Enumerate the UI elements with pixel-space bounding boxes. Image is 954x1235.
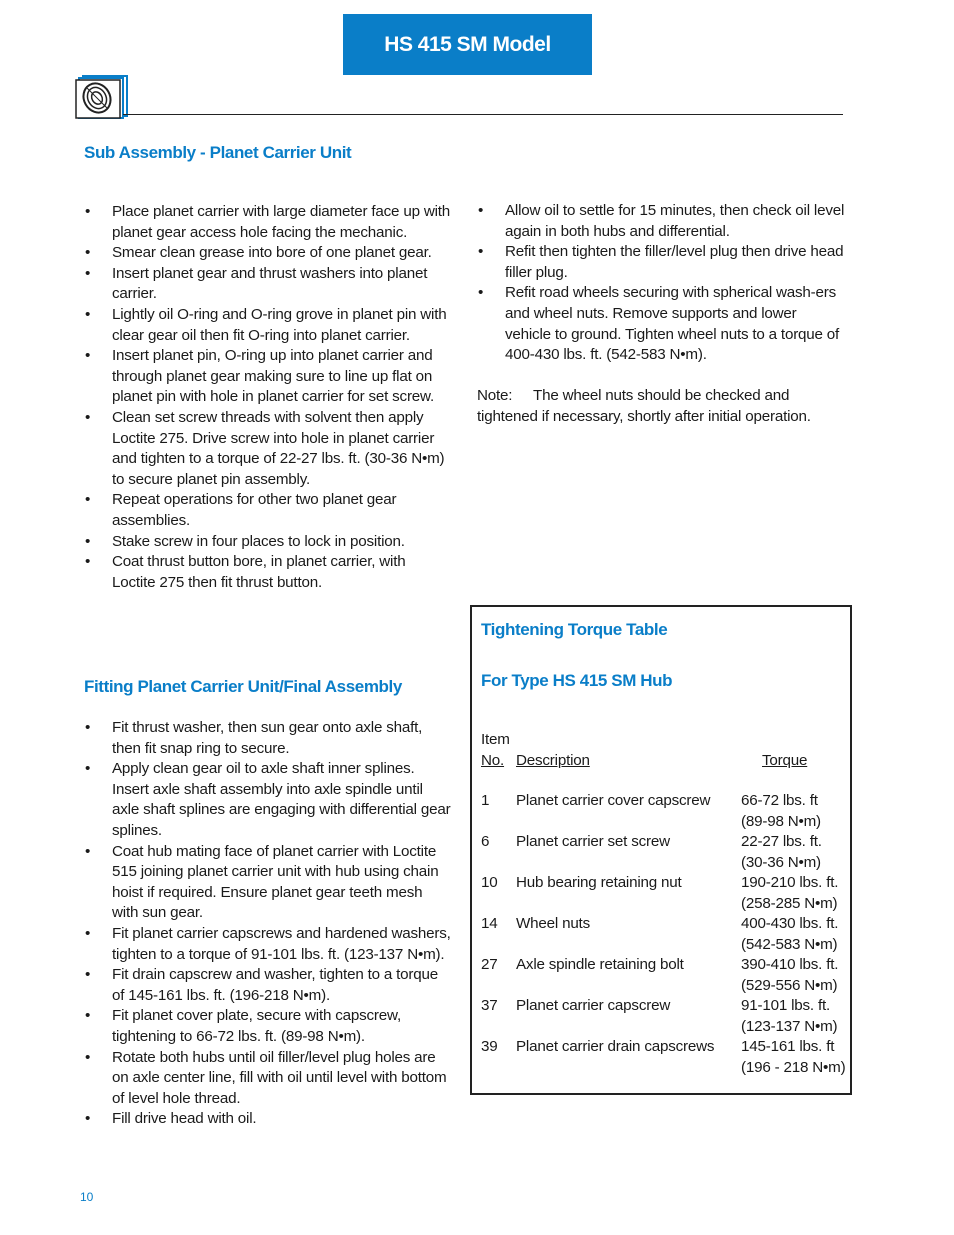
row-item-no: 39 [481,1038,498,1055]
row-torque-imperial: 91-101 lbs. ft. [741,997,831,1014]
row-torque-metric: (30-36 N•m) [741,853,821,871]
row-description: Hub bearing retaining nut [516,874,682,891]
col-no-header: No. [481,752,505,769]
section2-item: • Fill drive head with oil. [84,1109,452,1130]
row-torque [741,996,853,1037]
row-torque-imperial: 22-27 lbs. ft. [741,833,822,850]
section3-item: • Refit then tighten the filler/level plug then drive head filler plug. [477,242,845,283]
section2-item: • Fit drain capscrew and washer, tighten to a torque of 145-161 lbs. ft. (196-218 N•m). [84,965,452,1006]
row-description: Planet carrier cover capscrew [516,792,711,809]
row-torque-imperial: 190-210 lbs. ft. [741,874,839,891]
col-description-header: Description [516,752,590,769]
row-torque-imperial: 66-72 lbs. ft [741,792,818,809]
col-item-label: Item [481,731,510,748]
section-title-sub-assembly: Sub Assembly - Planet Carrier Unit [84,143,352,162]
final-assembly-steps-continued [477,201,845,366]
section3-item: • Allow oil to settle for 15 minutes, then check oil level again in both hubs and differential. [477,201,845,242]
section2-item: • Coat hub mating face of planet carrier with Loctite 515 joining planet carrier unit with hub using chain hoist if required. Ensure planet gear teeth mesh with sun gear. [84,842,452,924]
table-row [481,832,853,873]
torque-table [470,605,852,1095]
row-description: Wheel nuts [516,915,590,932]
final-assembly-steps [84,718,452,1130]
col-torque-header: Torque [762,752,808,769]
section2-item: • Rotate both hubs until oil filler/level plug holes are on axle center line, fill with oil until level with bottom of level hole thread. [84,1048,452,1110]
row-torque [741,791,853,832]
section1-item: • Smear clean grease into bore of one planet gear. [84,243,452,264]
row-torque-imperial: 145-161 lbs. ft [741,1038,835,1055]
row-torque [741,873,853,914]
section-title-final-assembly: Fitting Planet Carrier Unit/Final Assembly [84,677,402,696]
row-item-no: 6 [481,833,490,850]
model-banner: HS 415 SM Model [343,14,592,75]
row-item-no: 1 [481,792,490,809]
section1-item: • Stake screw in four places to lock in position. [84,532,452,553]
row-description: Axle spindle retaining bolt [516,956,684,973]
note-label: Note: [477,387,513,404]
note [477,386,842,427]
section3-item: • Refit road wheels securing with spherical wash-ers and wheel nuts. Remove supports and lower vehicle to ground. Tighten wheel nuts to a torque of 400-430 lbs. ft. (542-583 N•m). [477,283,845,365]
row-torque-metric: (542-583 N•m) [741,935,838,953]
torque-table-subtitle: For Type HS 415 SM Hub [481,671,673,690]
row-torque-metric: (258-285 N•m) [741,894,838,912]
section1-item: • Repeat operations for other two planet gear assemblies. [84,490,452,531]
row-torque-metric: (529-556 N•m) [741,976,838,994]
section1-item: • Place planet carrier with large diameter face up with planet gear access hole facing the mechanic. [84,202,452,243]
torque-table-title: Tightening Torque Table [481,620,668,639]
row-item-no: 14 [481,915,498,932]
section2-item: • Fit thrust washer, then sun gear onto axle shaft, then fit snap ring to secure. [84,718,452,759]
row-item-no: 37 [481,997,498,1014]
row-item-no: 27 [481,956,498,973]
table-row [481,996,853,1037]
table-row [481,955,853,996]
section1-item: • Clean set screw threads with solvent then apply Loctite 275. Drive screw into hole in planet carrier and tighten to a torque of 22-27 lbs. ft. (30-36 N•m) to secure planet pin assembly. [84,408,452,490]
row-torque [741,914,853,955]
row-torque [741,955,853,996]
section2-item: • Apply clean gear oil to axle shaft inner splines. Insert axle shaft assembly into axle spindle until axle shaft splines are engaging with differential gear splines. [84,759,452,841]
section1-item: • Lightly oil O-ring and O-ring grove in planet pin with clear gear oil then fit O-ring into planet carrier. [84,305,452,346]
row-torque-metric: (196 - 218 N•m) [741,1058,846,1076]
section2-item: • Fit planet carrier capscrews and hardened washers, tighten to a torque of 91-101 lbs. ft. (123-137 N•m). [84,924,452,965]
table-row [481,873,853,914]
row-item-no: 10 [481,874,498,891]
torque-table-rows [481,791,853,1078]
section1-item: • Insert planet gear and thrust washers into planet carrier. [84,264,452,305]
row-description: Planet carrier set screw [516,833,670,850]
row-torque-metric: (89-98 N•m) [741,812,821,830]
sub-assembly-steps [84,202,452,593]
row-torque [741,832,853,873]
row-description: Planet carrier drain capscrews [516,1038,715,1055]
row-torque-imperial: 400-430 lbs. ft. [741,915,839,932]
row-torque-imperial: 390-410 lbs. ft. [741,956,839,973]
section2-item: • Fit planet cover plate, secure with capscrew, tightening to 66-72 lbs. ft. (89-98 N•m). [84,1006,452,1047]
section1-item: • Coat thrust button bore, in planet carrier, with Loctite 275 then fit thrust button. [84,552,452,593]
hub-bearing-icon [74,74,130,120]
row-description: Planet carrier capscrew [516,997,671,1014]
table-row [481,791,853,832]
row-torque [741,1037,853,1078]
table-row [481,914,853,955]
row-torque-metric: (123-137 N•m) [741,1017,838,1035]
table-row [481,1037,853,1078]
section1-item: • Insert planet pin, O-ring up into planet carrier and through planet gear making sure to line up flat on planet pin with hole in planet carrier for set screw. [84,346,452,408]
page-number: 10 [80,1190,94,1204]
note-text: The wheel nuts should be checked and tightened if necessary, shortly after initial operation. [477,387,811,425]
header-rule [123,114,843,115]
